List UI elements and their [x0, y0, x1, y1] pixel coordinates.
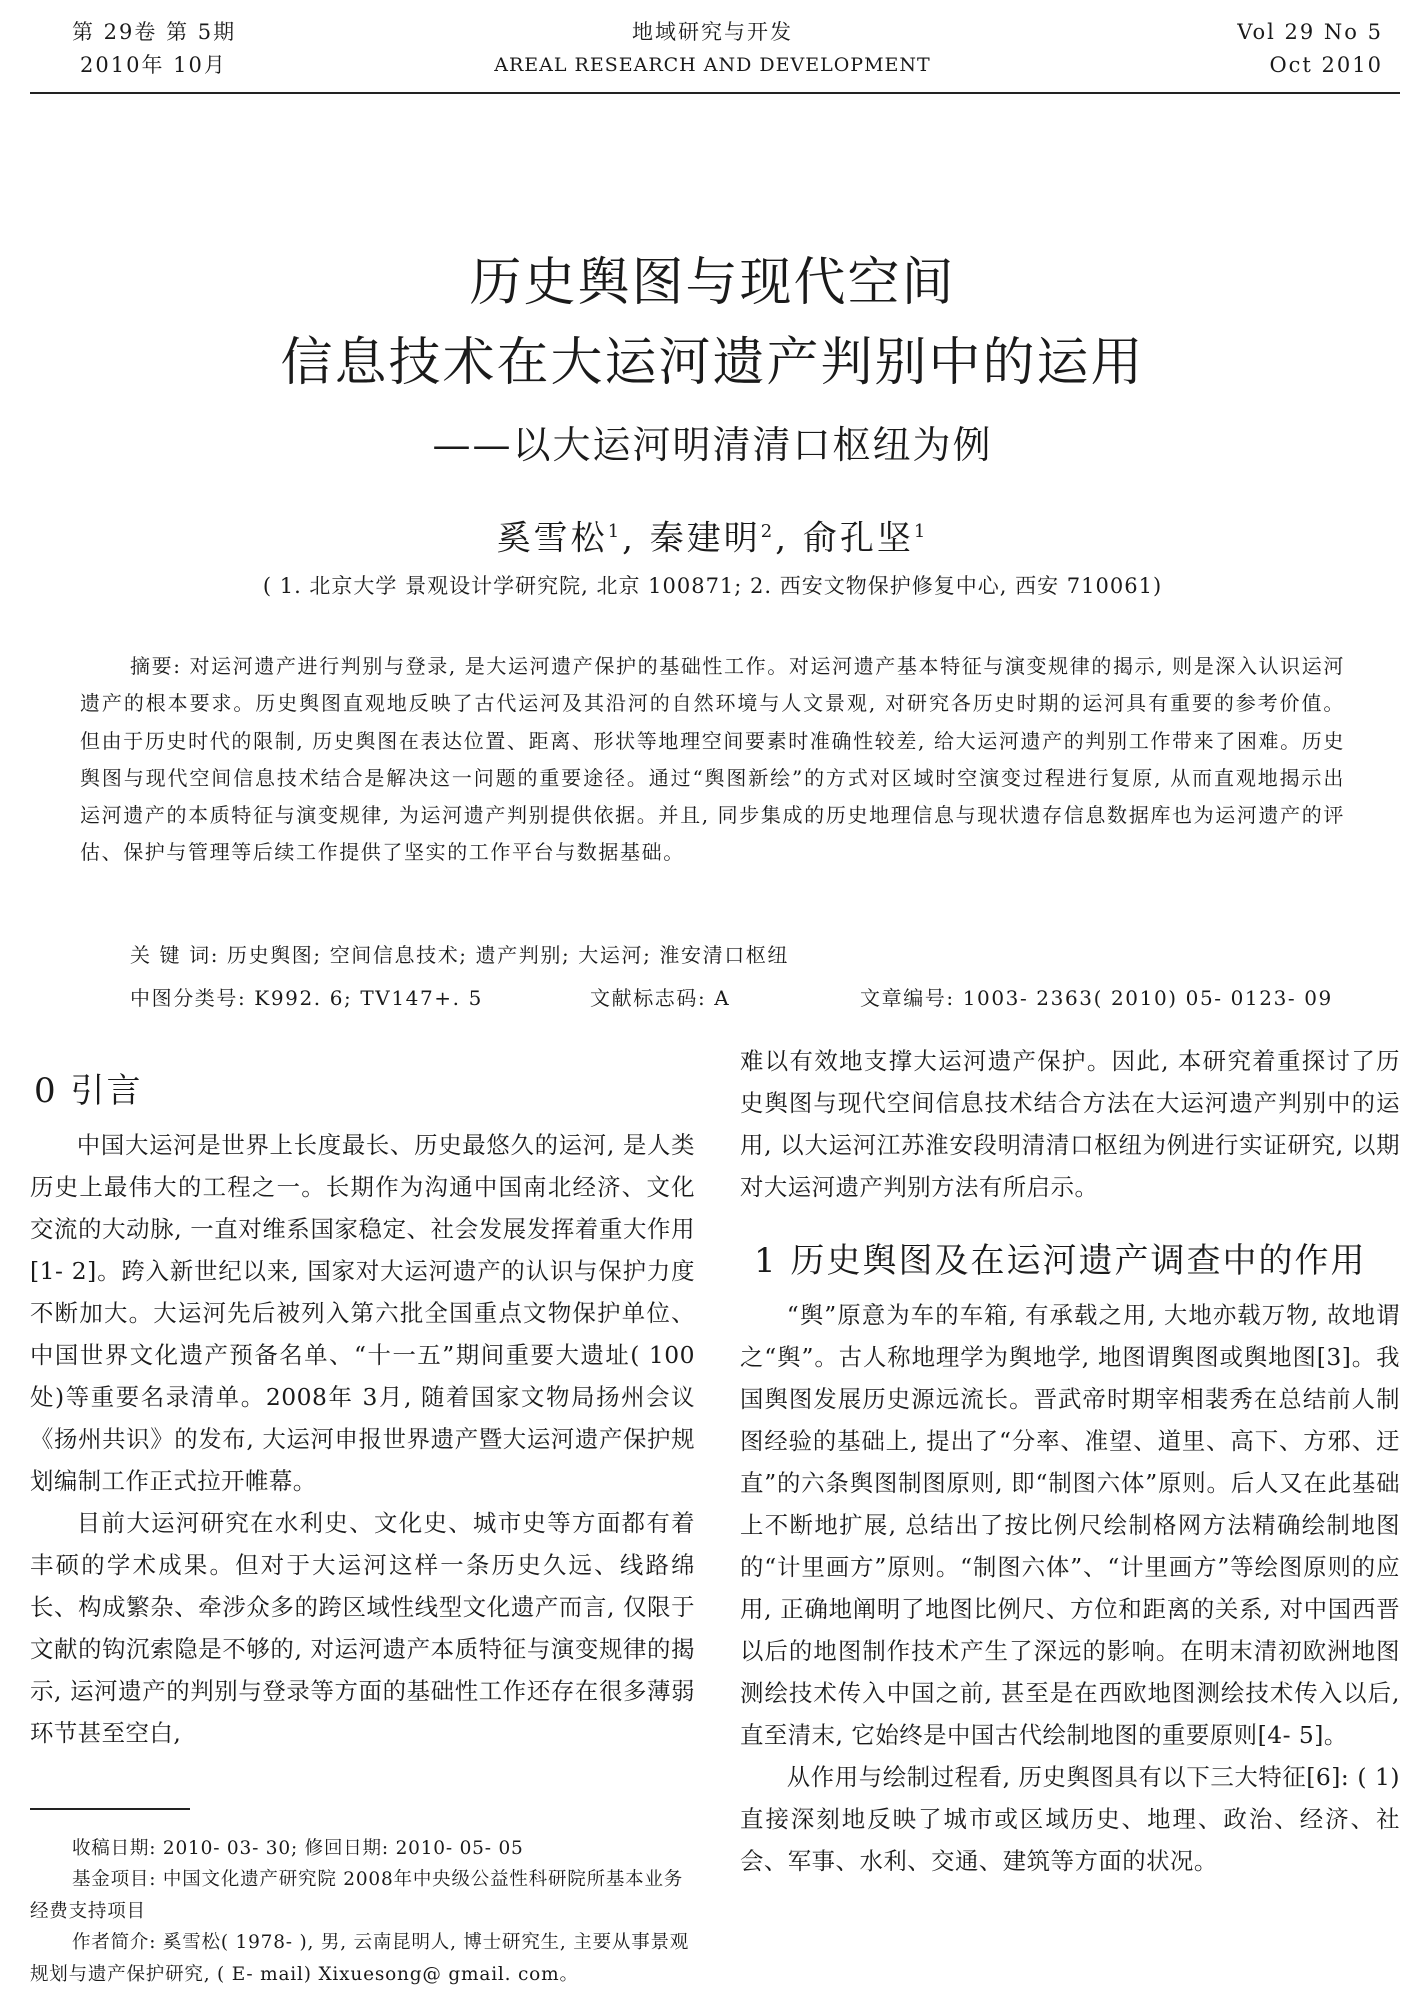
- author-1: 奚雪松: [496, 518, 608, 559]
- author-3: 俞孔坚: [802, 518, 914, 559]
- section-heading-introduction: 0 引言: [34, 1071, 143, 1111]
- paragraph: 难以有效地支撑大运河遗产保护。因此, 本研究着重探讨了历史舆图与现代空间信息技术结合方法在大运河遗产判别中的运用, 以大运河江苏淮安段明清清口枢纽为例进行实证研究, 以期对大运河遗产判别方法有所启示。: [740, 1047, 1400, 1201]
- year-month-line: 2010年 10月: [80, 53, 227, 77]
- document-code: 文献标志码: A: [590, 986, 731, 1010]
- author-2-affil: 2: [760, 521, 776, 542]
- journal-name-cn: 地域研究与开发: [632, 20, 793, 44]
- paper-title-line1: 历史舆图与现代空间: [469, 253, 956, 313]
- section-heading-historical-maps: 1 历史舆图及在运河遗产调查中的作用: [754, 1241, 1367, 1281]
- author-1-affil: 1: [607, 521, 623, 542]
- affiliations: ( 1. 北京大学 景观设计学研究院, 北京 100871; 2. 西安文物保护修复中心, 西安 710061): [262, 574, 1163, 598]
- classification-number: 中图分类号: K992. 6; TV147+. 5: [130, 986, 483, 1010]
- footnote-funding: 基金项目: 中国文化遗产研究院 2008年中央级公益性科研院所基本业务经费支持项目: [30, 1869, 684, 1922]
- footnote-divider: [30, 1808, 190, 1810]
- author-list: 奚雪松$^1$, 秦建明$^2$, 俞孔坚$^1$: [496, 518, 929, 559]
- author-2: 秦建明: [649, 518, 761, 559]
- paragraph: 从作用与绘制过程看, 历史舆图具有以下三大特征[6]: ( 1)直接深刻地反映了城市或区域历史、地理、政治、经济、社会、军事、水利、交通、建筑等方面的状况。: [740, 1763, 1400, 1875]
- header-divider: [30, 92, 1400, 94]
- paragraph: “舆”原意为车的车箱, 有承载之用, 大地亦载万物, 故地谓之“舆”。古人称地理学为舆地学, 地图谓舆图或舆地图[3]。我国舆图发展历史源远流长。晋武帝时期宰相裴秀在总结前人制图经验的基础上, 提出了“分率、准望、道里、高下、方邪、迂直”的六条舆图制图原则, 即“制图六体”原则。后人又在此基础上不断地扩展, 总结出了按比例尺绘制格网方法精确绘制地图的“计里画方”原则。“制图六体”、“计里画方”等绘图原则的应用, 正确地阐明了地图比例尺、方位和距离的关系, 对中国西晋以后的地图制作技术产生了深远的影响。在明末清初欧洲地图测绘技术传入中国之前, 甚至是在西欧地图测绘技术传入以后, 直至清末, 它始终是中国古代绘制地图的重要原则[4- 5]。: [740, 1301, 1400, 1749]
- footnote-dates: 收稿日期: 2010- 03- 30; 修回日期: 2010- 05- 05: [72, 1838, 524, 1859]
- left-column: [30, 1066, 695, 1754]
- volume-issue-en: Vol 29 No 5: [1237, 20, 1383, 44]
- volume-issue-line: 第 29卷 第 5期: [72, 20, 237, 44]
- author-3-affil: 1: [913, 521, 929, 542]
- journal-name-en: AREAL RESEARCH AND DEVELOPMENT: [494, 54, 931, 76]
- journal-volume-issue-en: [1237, 16, 1383, 82]
- footnote-author-bio: 作者简介: 奚雪松( 1978- ), 男, 云南昆明人, 博士研究生, 主要从事景观规划与遗产保护研究, ( E- mail) Xixuesong@ gmail. com。: [30, 1932, 690, 1985]
- right-column: [740, 1040, 1400, 1882]
- paragraph: 中国大运河是世界上长度最长、历史最悠久的运河, 是人类历史上最伟大的工程之一。长期作为沟通中国南北经济、文化交流的大动脉, 一直对维系国家稳定、社会发展发挥着重大作用[1- 2]。跨入新世纪以来, 国家对大运河遗产的认识与保护力度不断加大。大运河先后被列入第六批全国重点文物保护单位、中国世界文化遗产预备名单、“十一五”期间重要大遗址( 100处)等重要名录清单。2008年 3月, 随着国家文物局扬州会议《扬州共识》的发布, 大运河申报世界遗产暨大运河遗产保护规划编制工作正式拉开帷幕。: [30, 1131, 695, 1495]
- keywords: 关 键 词: 历史舆图; 空间信息技术; 遗产判别; 大运河; 淮安清口枢纽: [130, 943, 789, 967]
- paragraph: 目前大运河研究在水利史、文化史、城市史等方面都有着丰硕的学术成果。但对于大运河这样一条历史久远、线路绵长、构成繁杂、牵涉众多的跨区域性线型文化遗产而言, 仅限于文献的钩沉索隐是不够的, 对运河遗产本质特征与演变规律的揭示, 运河遗产的判别与登录等方面的基础性工作还存在很多薄弱环节甚至空白,: [30, 1509, 695, 1747]
- paper-title-line2: 信息技术在大运河遗产判别中的运用: [280, 333, 1145, 393]
- article-number: 文章编号: 1003- 2363( 2010) 05- 0123- 09: [860, 986, 1333, 1010]
- journal-name: [0, 16, 1425, 82]
- date-en: Oct 2010: [1269, 53, 1383, 77]
- paper-subtitle: ——以大运河明清清口枢纽为例: [432, 423, 993, 467]
- abstract: 摘要: 对运河遗产进行判别与登录, 是大运河遗产保护的基础性工作。对运河遗产基本特征与演变规律的揭示, 则是深入认识运河遗产的根本要求。历史舆图直观地反映了古代运河及其沿河的自然环境与人文景观, 对研究各历史时期的运河具有重要的参考价值。但由于历史时代的限制, 历史舆图在表达位置、距离、形状等地理空间要素时准确性较差, 给大运河遗产的判别工作带来了困难。历史舆图与现代空间信息技术结合是解决这一问题的重要途径。通过“舆图新绘”的方式对区域时空演变过程进行复原, 从而直观地揭示出运河遗产的本质特征与演变规律, 为运河遗产判别提供依据。并且, 同步集成的历史地理信息与现状遗存信息数据库也为运河遗产的评估、保护与管理等后续工作提供了坚实的工作平台与数据基础。: [80, 654, 1345, 865]
